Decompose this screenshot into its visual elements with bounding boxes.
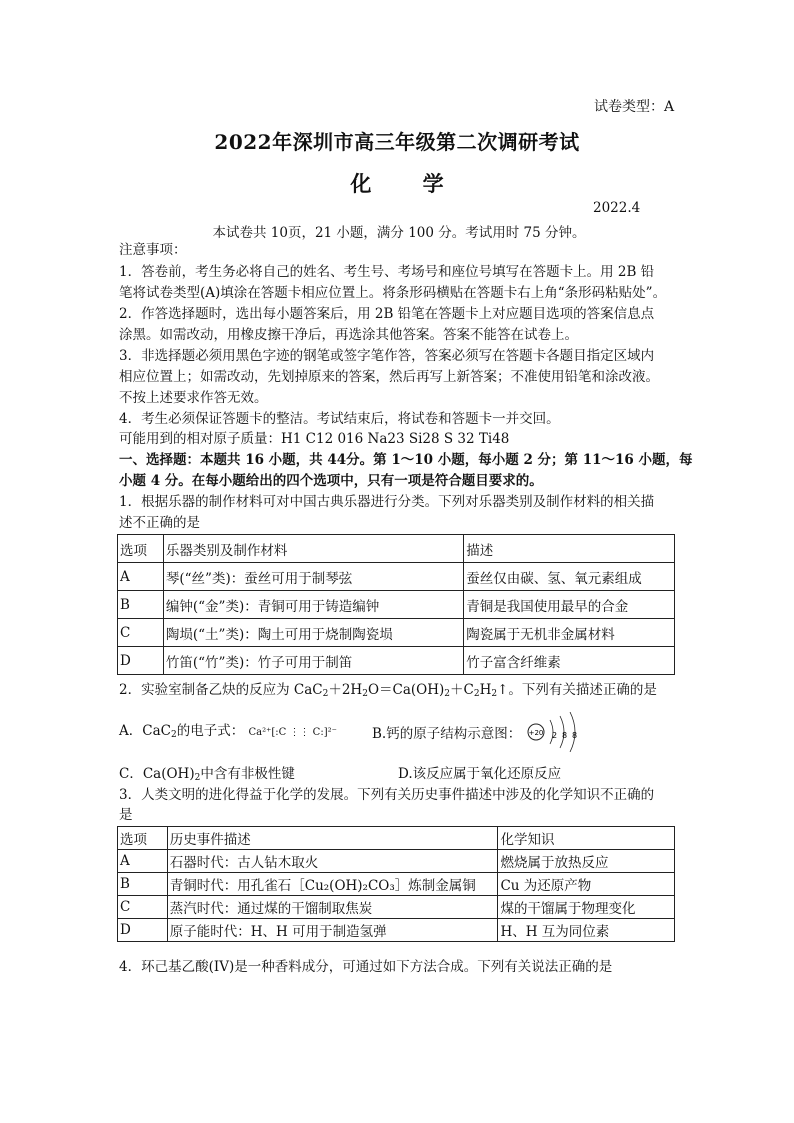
exam-title: 2022年深圳市高三年级第二次调研考试 [214, 130, 580, 154]
table-header-cell: 选项 [118, 827, 168, 850]
table-cell: Cu 为还原产物 [498, 873, 675, 896]
notes-line: 1．答卷前，考生务必将自己的姓名、考生号、考场号和座位号填写在答题卡上。用 2B 铅 [119, 264, 655, 280]
notes-line: 不按上述要求作答无效。 [119, 390, 268, 406]
q2-option-b: B.钙的原子结构示意图： +20 2 8 8 [372, 712, 596, 752]
table-header-row [118, 535, 675, 563]
table-row [118, 563, 675, 591]
atomic-masses: 可能用到的相对原子质量：H1 C12 016 Na23 Si28 S 32 Ti48 [119, 431, 510, 447]
q1-stem-1: 1．根据乐器的制作材料可对中国古典乐器进行分类。下列对乐器类别及制作材料的相关描 [119, 494, 655, 510]
exam-type: 试卷类型：A [594, 99, 675, 115]
q3-table [117, 826, 675, 942]
table-cell: C [118, 619, 164, 647]
table-cell: 竹笛(“竹”类)：竹子可用于制笛 [163, 647, 463, 675]
q3-stem-2: 是 [119, 807, 133, 823]
table-cell: 编钟(“金”类)：青铜可用于铸造编钟 [163, 591, 463, 619]
table-cell: 蚕丝仅由碳、氢、氧元素组成 [464, 563, 675, 591]
q1-table [117, 534, 675, 675]
table-cell: 陶瓷属于无机非金属材料 [464, 619, 675, 647]
shell-electrons: 8 [571, 731, 577, 740]
section1-instructions-2: 小题 4 分。在每小题给出的四个选项中，只有一项是符合题目要求的。 [119, 473, 543, 489]
q2-stem-text: 2．实验室制备乙炔的反应为 CaC [119, 682, 323, 698]
shell-electrons: 8 [561, 731, 567, 740]
exam-summary: 本试卷共 10页，21 小题，满分 100 分。考试用时 75 分钟。 [212, 225, 586, 241]
notes-heading: 注意事项： [119, 242, 187, 258]
table-header-cell: 选项 [118, 535, 164, 563]
subject-title: 化 学 [350, 171, 466, 196]
table-cell: 琴(“丝”类)：蚕丝可用于制琴弦 [163, 563, 463, 591]
q2-stem: 2．实验室制备乙炔的反应为 $CaC_2+2H_2O=Ca(OH)_2+C_2H_2↑$。下列有关描述正确的是 [119, 682, 657, 699]
table-row [118, 850, 675, 873]
table-cell: 青铜时代：用孔雀石［Cu₂(OH)₂CO₃］炼制金属铜 [167, 873, 498, 896]
q2-option-d: D.该反应属于氧化还原反应 [398, 766, 562, 782]
shell-electrons: 2 [551, 731, 557, 740]
notes-line: 2．作答选择题时，选出每小题答案后，用 2B 铅笔在答题卡上对应题目选项的答案信息点 [119, 306, 655, 322]
q1-stem-2: 述不正确的是 [119, 515, 200, 531]
notes-line: 4．考生必须保证答题卡的整洁。考试结束后，将试卷和答题卡一并交回。 [119, 411, 560, 427]
table-cell: 竹子富含纤维素 [464, 647, 675, 675]
table-cell: B [118, 873, 168, 896]
table-cell: 原子能时代：H、H 可用于制造氢弹 [167, 919, 498, 942]
table-cell: B [118, 591, 164, 619]
q3-stem-1: 3．人类文明的进化得益于化学的发展。下列有关历史事件描述中涉及的化学知识不正确的 [119, 787, 655, 803]
table-row [118, 619, 675, 647]
table-cell: D [118, 647, 164, 675]
table-header-cell: 描述 [464, 535, 675, 563]
q2-option-a: A．CaC$_2$的电子式： Ca²⁺[:C ⋮⋮ C:]²⁻ [119, 723, 337, 740]
table-header-cell: 乐器类别及制作材料 [163, 535, 463, 563]
table-header-cell: 化学知识 [498, 827, 675, 850]
table-cell: 石器时代：古人钻木取火 [167, 850, 498, 873]
table-cell: 陶埙(“土”类)：陶土可用于烧制陶瓷埙 [163, 619, 463, 647]
table-cell: 煤的干馏属于物理变化 [498, 896, 675, 919]
table-cell: A [118, 850, 168, 873]
notes-line: 涂黑。如需改动，用橡皮擦干净后，再选涂其他答案。答案不能答在试卷上。 [119, 327, 578, 343]
electron-formula: Ca²⁺[:C ⋮⋮ C:]²⁻ [248, 727, 337, 738]
table-cell: A [118, 563, 164, 591]
table-cell: D [118, 919, 168, 942]
table-cell: 蒸汽时代：通过煤的干馏制取焦炭 [167, 896, 498, 919]
exam-date: 2022.4 [593, 200, 641, 216]
table-row [118, 647, 675, 675]
table-row [118, 919, 675, 942]
notes-line: 3．非选择题必须用黑色字迹的钢笔或签字笔作答，答案必须写在答题卡各题目指定区域内 [119, 348, 655, 364]
calcium-atom-diagram [526, 712, 596, 752]
notes-line: 笔将试卷类型(A)填涂在答题卡相应位置上。将条形码横贴在答题卡右上角“条形码粘贴处”。 [119, 285, 667, 301]
table-row [118, 591, 675, 619]
table-cell: C [118, 896, 168, 919]
table-row [118, 896, 675, 919]
table-row [118, 873, 675, 896]
q4-stem: 4．环己基乙酸(IV)是一种香料成分，可通过如下方法合成。下列有关说法正确的是 [119, 959, 613, 975]
table-header-cell: 历史事件描述 [167, 827, 498, 850]
table-cell: H、H 互为同位素 [498, 919, 675, 942]
table-cell: 燃烧属于放热反应 [498, 850, 675, 873]
q2-option-c: C．$Ca(OH)_2$中含有非极性键 [119, 766, 295, 783]
notes-line: 相应位置上；如需改动，先划掉原来的答案，然后再写上新答案；不准使用铅笔和涂改液。 [119, 369, 659, 385]
table-cell: 青铜是我国使用最早的合金 [464, 591, 675, 619]
table-header-row [118, 827, 675, 850]
section1-instructions-1: 一、选择题：本题共 16 小题，共 44分。第 1～10 小题，每小题 2 分；第 11～16 小题，每 [119, 452, 693, 468]
nucleus-charge: +20 [528, 729, 543, 737]
